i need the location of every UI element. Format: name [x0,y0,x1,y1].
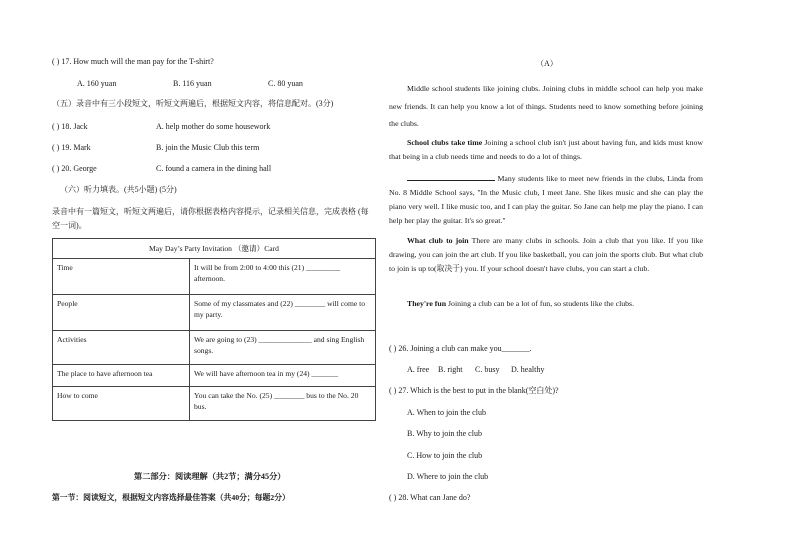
paragraph-text: There are many clubs in schools. Join a club that you like. If you like drawing, you can join the art club. If you like basketball, you can join the sports club. But what club to join is up to(取决于) you. If your school doesn't have clubs, you can start a club. [389,236,703,273]
paragraph-text: Middle school students like joining clubs. Joining clubs in middle school can help you make new friends. It can help you know a lot of things. Students need to know something before joining the clubs. [389,84,703,128]
q17-option-b: B. 116 yuan [173,79,212,88]
section6-instruction-line2: 空一词)。 [52,221,87,230]
passage-paragraph-4 [389,234,703,276]
table-key: Activities [53,331,190,365]
answer-blank [407,173,495,181]
q17-stem [52,58,214,66]
match-option-c: C. found a camera in the dining hall [156,164,272,173]
paragraph-text: Joining a school club isn't just about having fun, and kids must know that being in a club needs time and needs to do a lot of things. [389,138,703,161]
q27-stem [389,387,559,395]
invitation-table [52,238,376,421]
section6-instruction-line1: 录音中有一篇短文，听短文两遍后，请你根据表格内容提示，记录相关信息，完成表格 (每 [52,207,369,216]
subheading-school-clubs: School clubs take time [407,138,483,147]
table-key: The place to have afternoon tea [53,365,190,387]
q26-option-c: C. busy [475,365,500,374]
table-title: May Day’s Party Invitation （邀请）Card [53,239,376,259]
table-row [53,295,376,331]
question-text: 27. Which is the best to put in the blank(空白处)? [398,386,559,395]
table-row [53,259,376,295]
match-option-b: B. join the Music Club this term [156,143,260,152]
q26-stem [389,345,532,353]
q27-option-d: D. Where to join the club [407,472,489,481]
paragraph-text: Many students like to meet new friends in the clubs, Linda from No. 8 Middle School says, "In the Music club, I meet Jane. She likes music and she can play the piano very well. I like music too, and I can play the guitar. So Jane can help me play the piano. I can help her play the guitar. It's so great." [389,174,703,225]
passage-paragraph-5 [389,297,703,311]
q27-option-a: A. When to join the club [407,408,486,417]
subheading-fun: They're fun [407,299,447,308]
answer-paren: ( ) [389,493,397,502]
paragraph-text: Joining a club can be a lot of fun, so students like the clubs. [446,299,635,308]
q26-option-b: B. right [438,365,463,374]
match-name: 19. Mark [61,143,91,152]
match-row-18 [52,123,88,131]
table-value: Some of my classmates and (22) ________ will come to my party. [190,295,376,331]
section6-heading: （六）听力填表。(共5小题) (5分) [60,185,177,194]
subheading-what-club: What club to join [407,236,469,245]
passage-paragraph-1 [389,80,703,133]
table-key: How to come [53,387,190,421]
match-name: 18. Jack [61,122,88,131]
answer-paren: ( ) [389,386,397,395]
q28-stem [389,494,470,502]
question-text: 28. What can Jane do? [398,493,471,502]
match-row-20 [52,165,97,173]
table-value: It will be from 2:00 to 4:00 this (21) _________ afternoon. [190,259,376,295]
part2-section1-heading: 第一节：阅读短文，根据短文内容选择最佳答案（共40分；每题2分） [52,493,290,502]
answer-paren: ( ) [52,143,60,152]
table-key: Time [53,259,190,295]
table-row [53,365,376,387]
table-header-row [53,239,376,259]
table-key: People [53,295,190,331]
question-text: 26. Joining a club can make you_______. [398,344,532,353]
passage-paragraph-3 [389,172,703,228]
section5-heading: （五）录音中有三小段短文，听短文两遍后，根据短文内容，将信息配对。(3分) [52,99,334,108]
table-value: We will have afternoon tea in my (24) _______ [190,365,376,387]
q27-option-b: B. Why to join the club [407,429,482,438]
answer-paren: ( ) [52,57,60,66]
table-value: We are going to (23) ______________ and sing English songs. [190,331,376,365]
q26-option-d: D. healthy [511,365,545,374]
question-text: 17. How much will the man pay for the T-shirt? [61,57,214,66]
table-row [53,387,376,421]
match-option-a: A. help mother do some housework [156,122,271,131]
q27-option-c: C. How to join the club [407,451,483,460]
q26-option-a: A. free [407,365,430,374]
table-row [53,331,376,365]
answer-paren: ( ) [52,122,60,131]
table-value: You can take the No. (25) ________ bus to the No. 20 bus. [190,387,376,421]
passage-paragraph-2 [389,136,703,164]
q17-option-a: A. 160 yuan [77,79,117,88]
passage-label: （A） [536,59,558,68]
part2-heading: 第二部分：阅读理解（共2节；满分45分） [134,472,286,481]
answer-paren: ( ) [52,164,60,173]
answer-paren: ( ) [389,344,397,353]
match-name: 20. George [61,164,97,173]
q17-option-c: C. 80 yuan [268,79,303,88]
match-row-19 [52,144,91,152]
